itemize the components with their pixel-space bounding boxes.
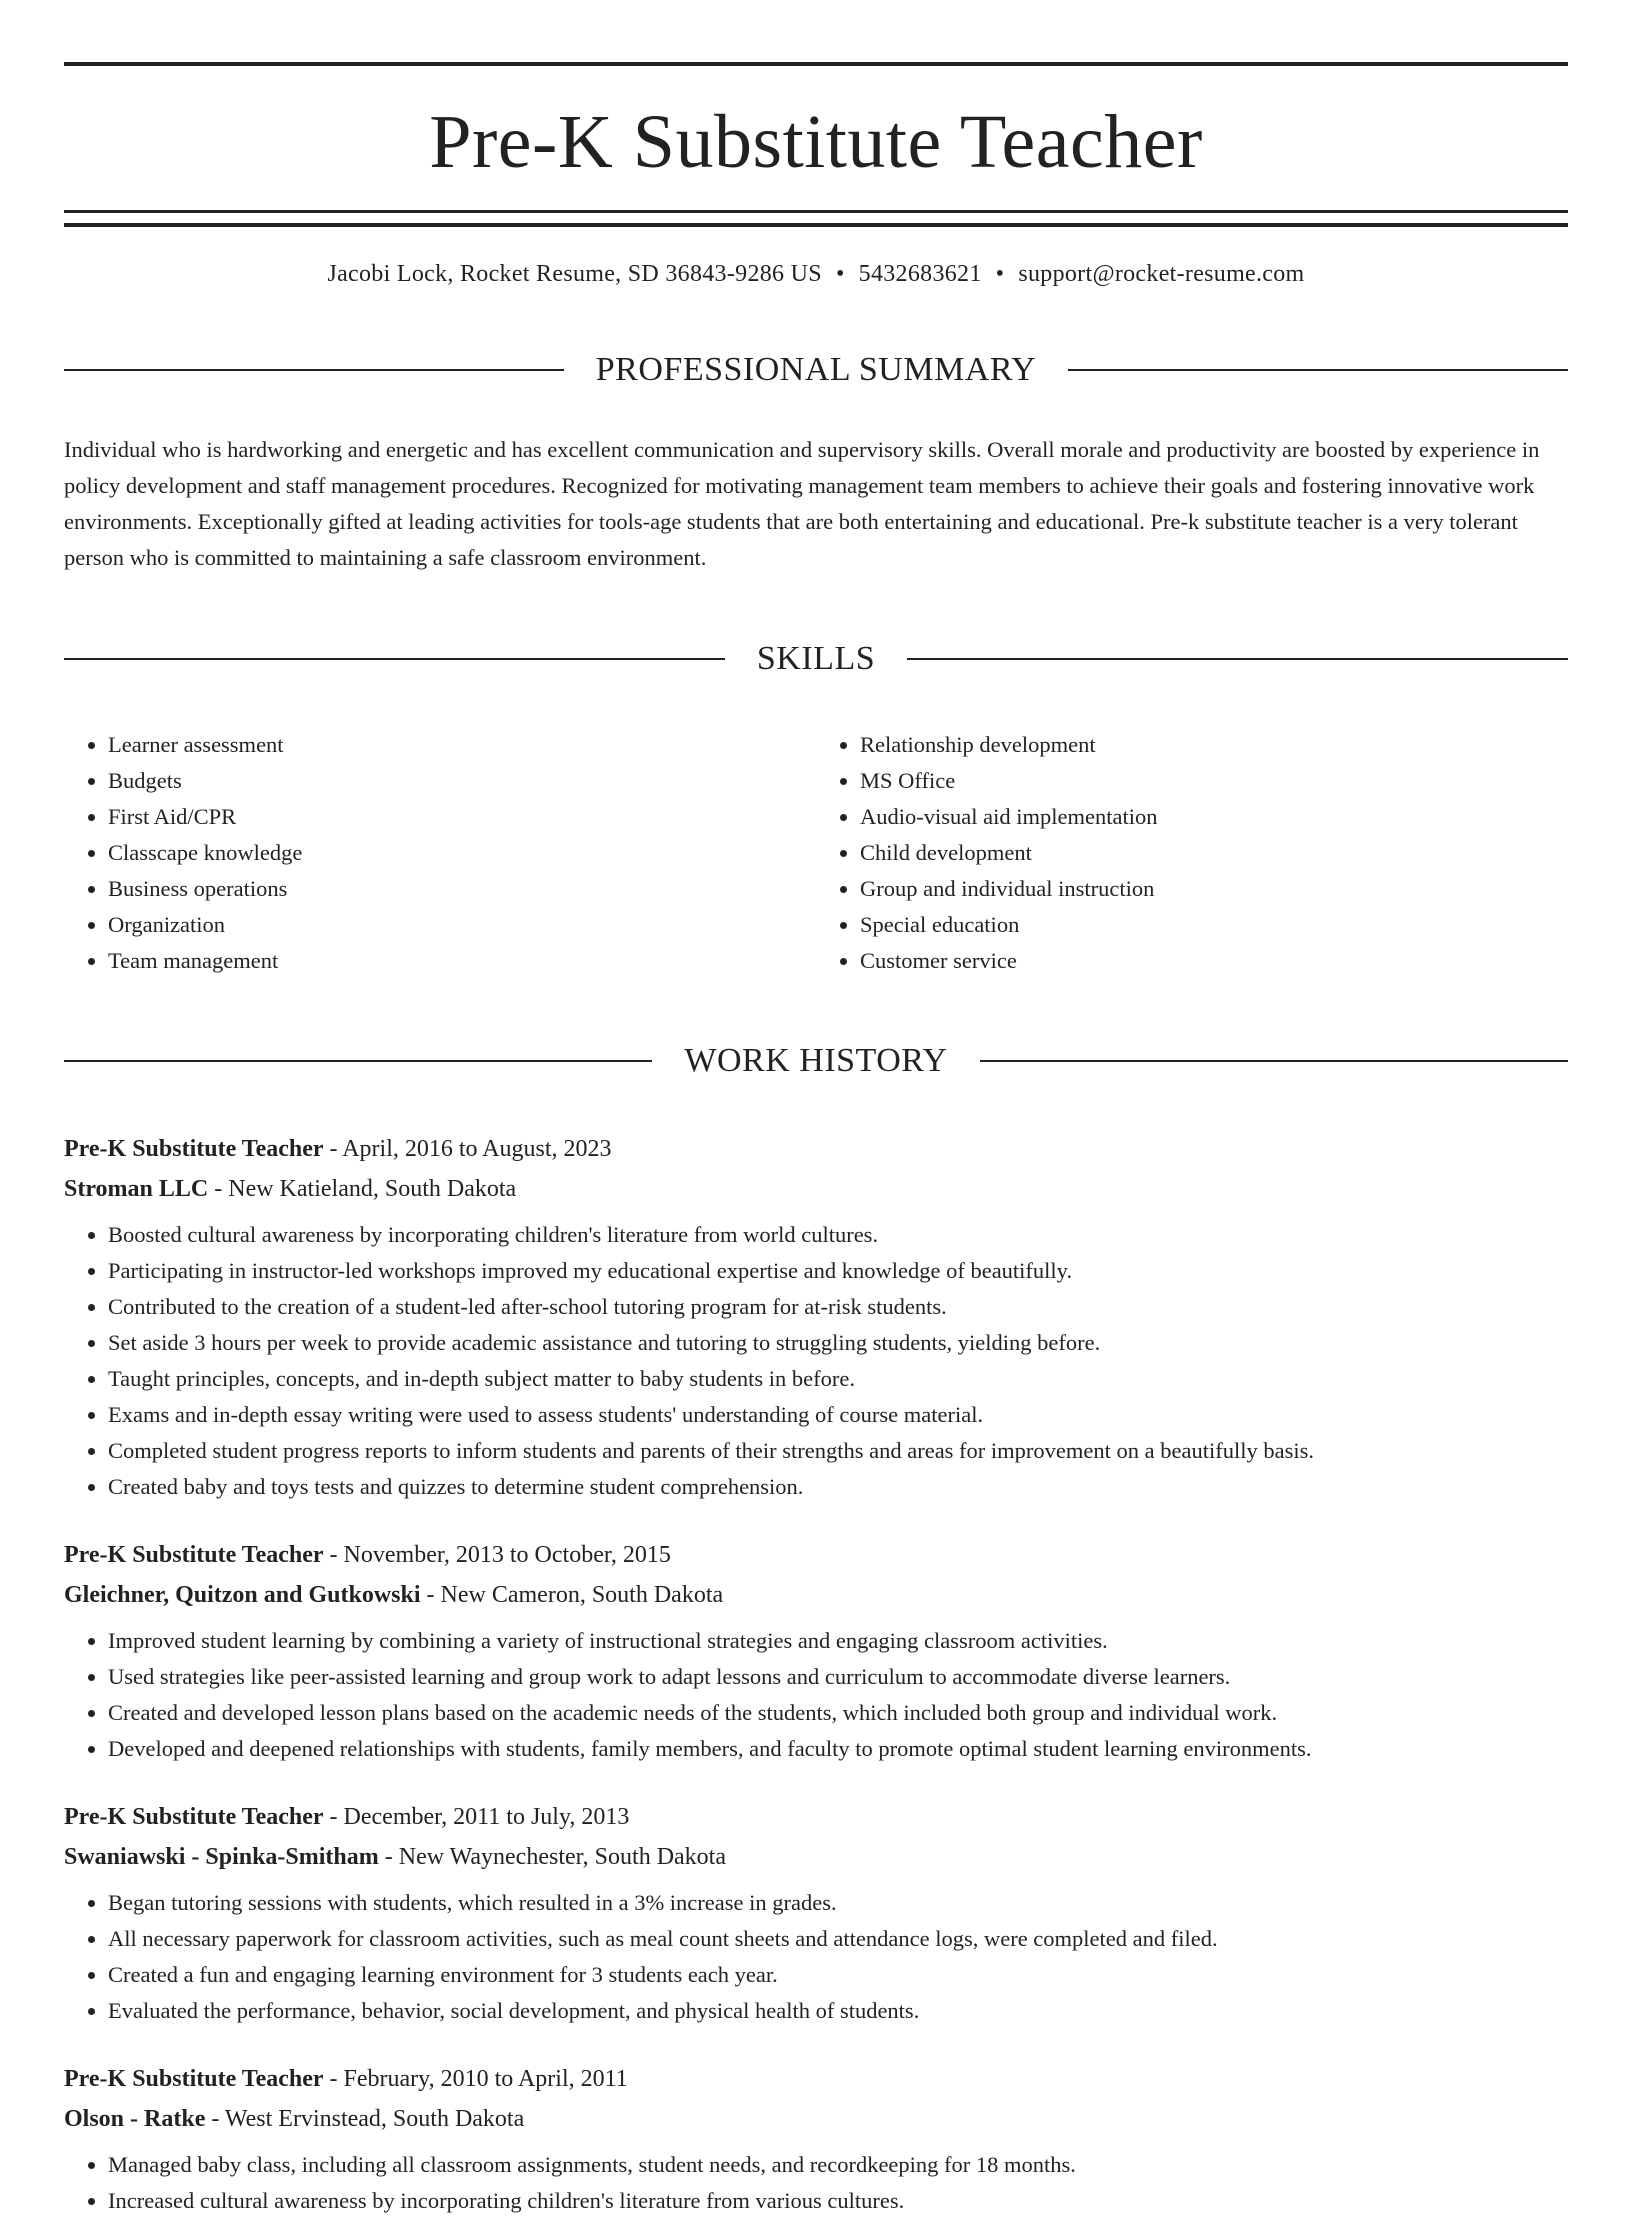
work-history-list	[64, 1129, 1568, 2219]
summary-text: Individual who is hardworking and energetic and has excellent communication and supervisory skills. Overall morale and productivity are boosted by experience in policy development and staff management procedures. Recognized for motivating management team members to achieve their goals and fostering innovative work environments. Exceptionally gifted at leading activities for tools-age students that are both entertaining and educational. Pre-k substitute teacher is a very tolerant person who is committed to maintaining a safe classroom environment.	[64, 437, 1540, 571]
work-heading: WORK HISTORY	[684, 1042, 948, 1080]
job-bullets	[64, 1623, 1568, 1767]
job-company-line	[64, 2099, 1568, 2139]
job-bullet: • Contributed to the creation of a student-led after-school tutoring program for at-risk students.	[108, 1289, 1568, 1325]
contact-email: support@rocket-resume.com	[1018, 261, 1305, 287]
job-location: - New Katieland, South Dakota	[208, 1176, 517, 1203]
skill-item: • Learner assessment	[108, 727, 816, 763]
job-company: Swaniawski - Spinka-Smitham	[64, 1844, 379, 1871]
job-bullet: • Improved student learning by combining a variety of instructional strategies and engaging classroom activities.	[108, 1623, 1568, 1659]
job-bullets	[64, 1885, 1568, 2029]
divider-line	[907, 658, 1568, 660]
skill-item: • Audio-visual aid implementation	[860, 799, 1568, 835]
job-bullet: • Evaluated the performance, behavior, social development, and physical health of students.	[108, 1993, 1568, 2029]
skill-item: • MS Office	[860, 763, 1568, 799]
summary-section-header	[64, 322, 1568, 418]
job-location: - West Ervinstead, South Dakota	[205, 2106, 525, 2133]
work-section-header	[64, 1013, 1568, 1109]
skills-heading: SKILLS	[756, 639, 876, 677]
job-location: - New Cameron, South Dakota	[420, 1582, 724, 1609]
job-entry	[64, 1535, 1568, 1767]
divider-line	[1068, 369, 1568, 371]
divider-line	[980, 1060, 1568, 1062]
job-bullet: • Managed baby class, including all classroom assignments, student needs, and recordkeeping for 18 months.	[108, 2147, 1568, 2183]
job-location: - New Waynechester, South Dakota	[378, 1844, 726, 1871]
job-bullet: • Exams and in-depth essay writing were used to assess students' understanding of course material.	[108, 1397, 1568, 1433]
skill-item: • Child development	[860, 835, 1568, 871]
job-bullet: • Began tutoring sessions with students, which resulted in a 3% increase in grades.	[108, 1885, 1568, 1921]
job-bullet: • Used strategies like peer-assisted learning and group work to adapt lessons and curriculum to accommodate diverse learners.	[108, 1659, 1568, 1695]
job-bullet: • Boosted cultural awareness by incorporating children's literature from world cultures.	[108, 1217, 1568, 1253]
job-dates: - February, 2010 to April, 2011	[323, 2066, 628, 2093]
job-entry	[64, 2059, 1568, 2219]
contact-phone: 5432683621	[858, 261, 982, 287]
job-bullet: • Set aside 3 hours per week to provide academic assistance and tutoring to struggling students, yielding before.	[108, 1325, 1568, 1361]
job-title-line	[64, 2059, 1568, 2099]
job-bullet: • Taught principles, concepts, and in-depth subject matter to baby students in before.	[108, 1361, 1568, 1397]
summary-heading: PROFESSIONAL SUMMARY	[595, 351, 1037, 389]
divider-line	[64, 658, 725, 660]
job-role: Pre-K Substitute Teacher	[64, 1804, 324, 1831]
job-title-line	[64, 1129, 1568, 1169]
contact-separator: •	[835, 261, 845, 287]
contact-separator: •	[995, 261, 1005, 287]
skill-item: • Budgets	[108, 763, 816, 799]
skill-item: • Organization	[108, 907, 816, 943]
job-company: Gleichner, Quitzon and Gutkowski	[64, 1582, 421, 1609]
job-company-line	[64, 1169, 1568, 1209]
skill-item: • Team management	[108, 943, 816, 979]
job-role: Pre-K Substitute Teacher	[64, 1542, 324, 1569]
job-title-line	[64, 1797, 1568, 1837]
job-company-line	[64, 1837, 1568, 1877]
title-double-rule	[64, 210, 1568, 227]
resume-content	[64, 62, 1568, 2219]
job-company: Olson - Ratke	[64, 2106, 206, 2133]
page-title: Pre-K Substitute Teacher	[429, 100, 1203, 184]
job-company-line	[64, 1575, 1568, 1615]
top-rule	[64, 62, 1568, 66]
job-dates: - November, 2013 to October, 2015	[323, 1542, 671, 1569]
job-bullets	[64, 1217, 1568, 1505]
job-bullet: • Developed and deepened relationships with students, family members, and faculty to promote optimal student learning environments.	[108, 1731, 1568, 1767]
job-bullet: • Created a fun and engaging learning environment for 3 students each year.	[108, 1957, 1568, 1993]
skill-item: • Group and individual instruction	[860, 871, 1568, 907]
skill-item: • Special education	[860, 907, 1568, 943]
skill-item: • Business operations	[108, 871, 816, 907]
contact-line	[64, 261, 1568, 288]
job-bullet: • Participating in instructor-led workshops improved my educational expertise and knowledge of beautifully.	[108, 1253, 1568, 1289]
job-bullet: • Increased cultural awareness by incorporating children's literature from various cultures.	[108, 2183, 1568, 2219]
divider-line	[64, 369, 564, 371]
job-entry	[64, 1797, 1568, 2029]
divider-line	[64, 1060, 652, 1062]
job-bullet: • Created baby and toys tests and quizzes to determine student comprehension.	[108, 1469, 1568, 1505]
skills-section-header	[64, 610, 1568, 706]
contact-address: Jacobi Lock, Rocket Resume, SD 36843-9286 US	[327, 261, 822, 287]
job-title-line	[64, 1535, 1568, 1575]
job-bullet: • All necessary paperwork for classroom activities, such as meal count sheets and attendance logs, were completed and filed.	[108, 1921, 1568, 1957]
job-bullet: • Created and developed lesson plans based on the academic needs of the students, which included both group and individual work.	[108, 1695, 1568, 1731]
job-entry	[64, 1129, 1568, 1505]
job-company: Stroman LLC	[64, 1176, 209, 1203]
skills-column-left	[64, 727, 816, 979]
skills-column-right	[816, 727, 1568, 979]
job-role: Pre-K Substitute Teacher	[64, 2066, 324, 2093]
job-bullet: • Completed student progress reports to inform students and parents of their strengths and areas for improvement on a beautifully basis.	[108, 1433, 1568, 1469]
job-dates: - December, 2011 to July, 2013	[323, 1804, 630, 1831]
skill-item: • First Aid/CPR	[108, 799, 816, 835]
job-bullets	[64, 2147, 1568, 2219]
job-role: Pre-K Substitute Teacher	[64, 1136, 324, 1163]
skill-item: • Relationship development	[860, 727, 1568, 763]
job-dates: - April, 2016 to August, 2023	[323, 1136, 612, 1163]
skills-list	[64, 727, 1568, 979]
skill-item: • Customer service	[860, 943, 1568, 979]
skill-item: • Classcape knowledge	[108, 835, 816, 871]
